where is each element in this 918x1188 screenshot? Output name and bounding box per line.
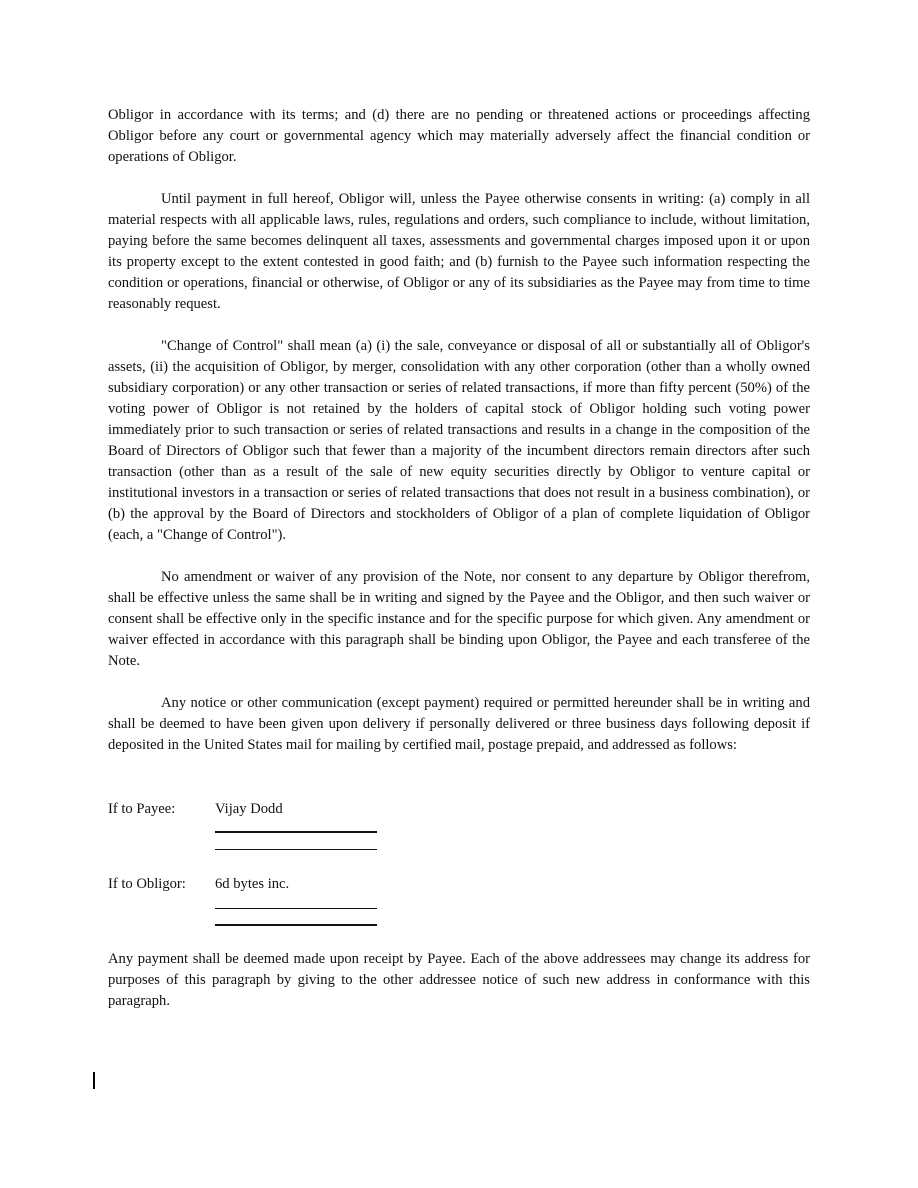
address-name-payee: Vijay Dodd (215, 801, 283, 817)
address-obligor (108, 874, 508, 895)
obligor-address-line-2 (215, 924, 377, 926)
paragraph-change-of-control: "Change of Control" shall mean (a) (i) the sale, conveyance or disposal of all or substantially all of Obligor's assets, (ii) the acquisition of Obligor, by merger, consolidation with any other corporation (other than a wholly owned subsidiary corporation) or any other transaction or series of related transactions, if more than fifty percent (50%) of the voting power of Obligor is not retained by the holders of capital stock of Obligor holding such voting power immediately prior to such transaction or series of related transactions and results in a change in the composition of the Board of Directors of Obligor such that fewer than a majority of the incumbent directors remain directors after such transaction (other than as a result of the sale of new equity securities directly by Obligor to venture capital or institutional investors in a transaction or series of related transactions that does not result in a business combination), or (b) the approval by the Board of Directors and stockholders of Obligor of a plan of complete liquidation of Obligor (each, a "Change of Control"). (108, 338, 810, 543)
document-page[interactable] (108, 105, 810, 777)
payee-address-line-2 (215, 849, 377, 850)
paragraph-covenants: Until payment in full hereof, Obligor will, unless the Payee otherwise consents in writing: (a) comply in all material respects with all applicable laws, rules, regulations and orders, such compliance to include, without limitation, paying before the same becomes delinquent all taxes, assessments and governmental charges imposed upon it or upon its property except to the extent contested in good faith; and (b) furnish to the Payee such information respecting the condition or operations, financial or otherwise, of Obligor or any of its subsidiaries as the Payee may from time to time reasonably request. (108, 191, 810, 312)
paragraph-representations: Obligor in accordance with its terms; and (d) there are no pending or threatened actions or proceedings affecting Obligor before any court or governmental agency which may materially adversely affect the financial condition or operations of Obligor. (108, 107, 810, 165)
paragraph-payment-receipt: Any payment shall be deemed made upon receipt by Payee. Each of the above addressees may change its address for purposes of this paragraph by giving to the other addressee notice of such new address in conformance with this paragraph. (108, 951, 810, 1009)
address-label-payee: If to Payee: (108, 801, 176, 817)
obligor-address-line-1 (215, 908, 377, 909)
address-label-obligor: If to Obligor: (108, 876, 186, 892)
payee-address-line-1 (215, 831, 377, 833)
paragraph-amendment-waiver: No amendment or waiver of any provision of the Note, nor consent to any departure by Obligor therefrom, shall be effective unless the same shall be in writing and signed by the Payee and the Obligor, and then such waiver or consent shall be effective only in the specific instance and for the specific purpose for which given. Any amendment or waiver effected in accordance with this paragraph shall be binding upon Obligor, the Payee and each transferee of the Note. (108, 569, 810, 669)
address-payee (108, 799, 508, 820)
address-name-obligor: 6d bytes inc. (215, 876, 290, 892)
text-cursor (93, 1072, 95, 1089)
paragraph-notices: Any notice or other communication (except payment) required or permitted hereunder shall be in writing and shall be deemed to have been given upon delivery if personally delivered or three business days following deposit if deposited in the United States mail for mailing by certified mail, postage prepaid, and addressed as follows: (108, 695, 810, 753)
